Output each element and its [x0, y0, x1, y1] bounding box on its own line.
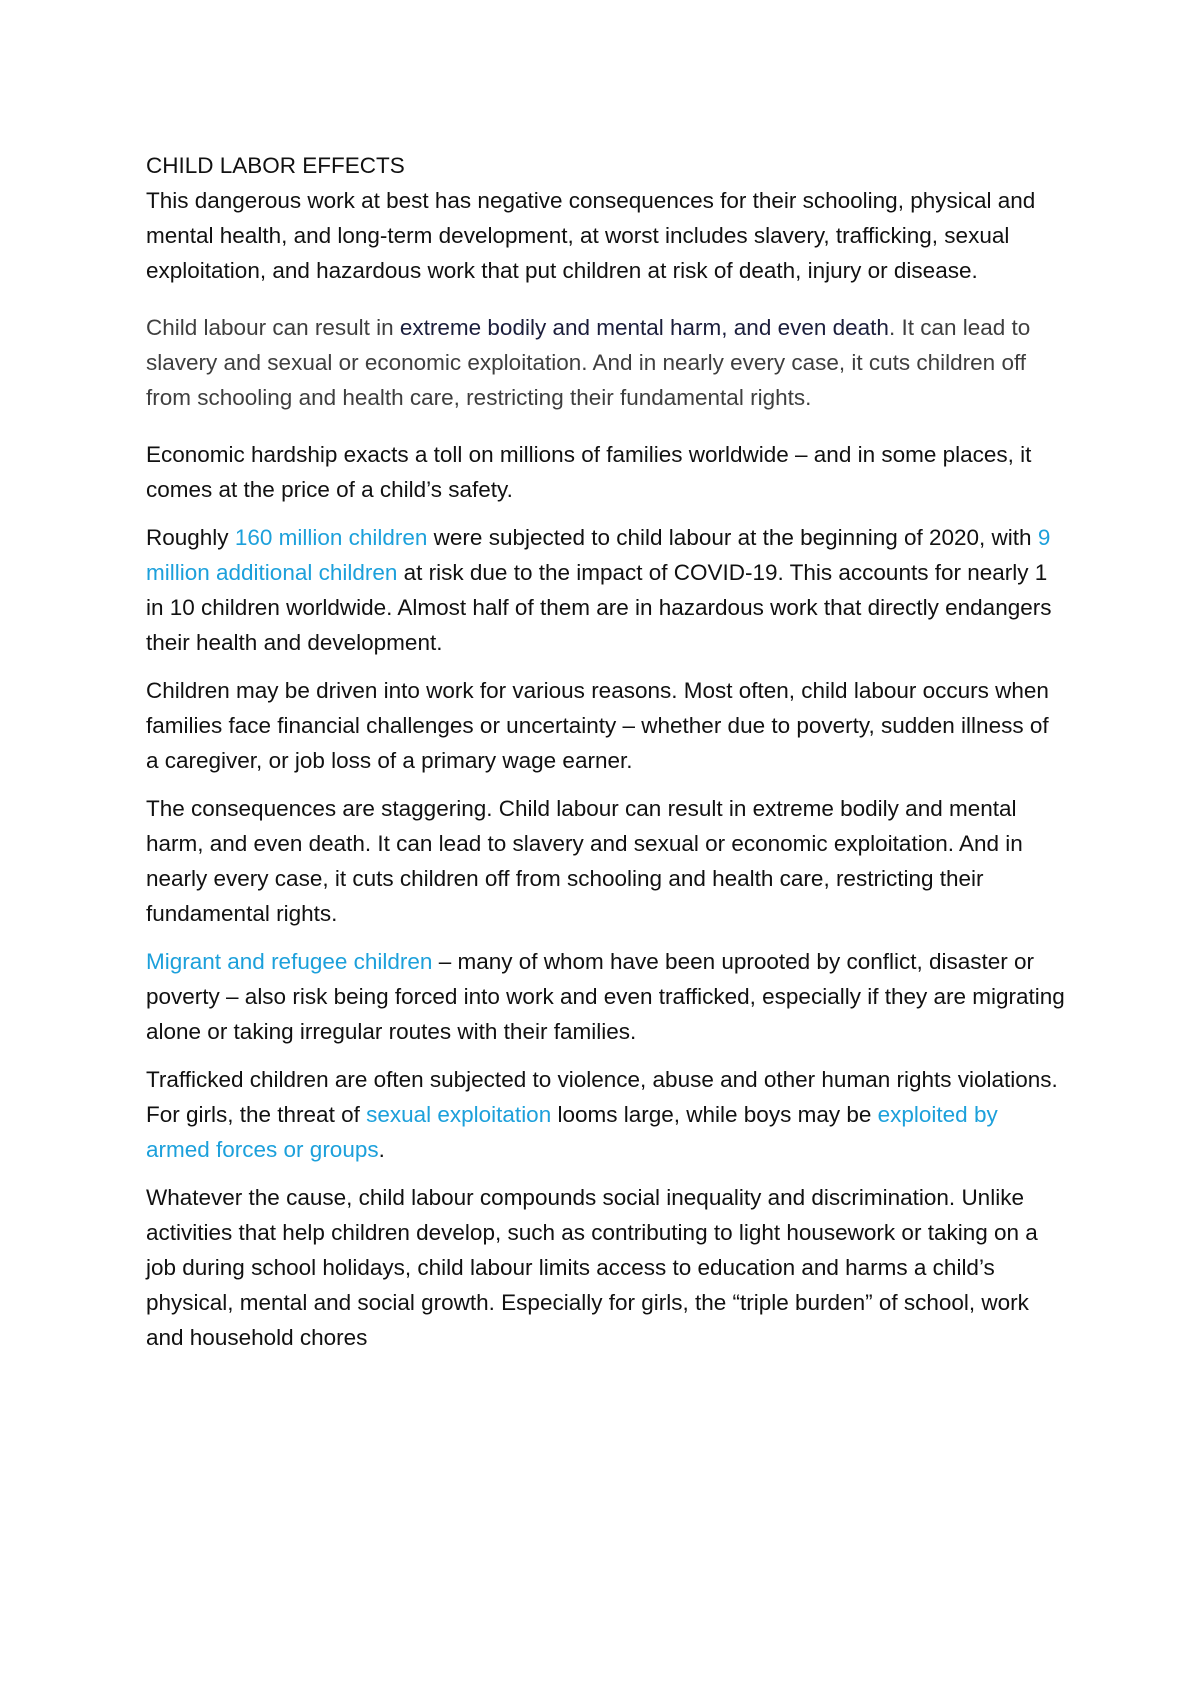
link-9-million-children[interactable]: 9 million additional children: [146, 525, 1051, 585]
link-migrant-refugee-children[interactable]: Migrant and refugee children: [146, 949, 433, 974]
paragraph-migrant-text: – many of whom have been uprooted by conflict, disaster or poverty – also risk being forced into work and even trafficked, especially if they are migrating alone or taking irregular routes with their families.: [146, 949, 1065, 1044]
link-sexual-exploitation[interactable]: sexual exploitation: [366, 1102, 552, 1127]
intro-paragraph: This dangerous work at best has negative consequences for their schooling, physical and mental health, and long-term development, at worst includes slavery, trafficking, sexual exploitation, and hazardous work that put children at risk of death, injury or disease.: [146, 188, 1036, 283]
paragraph-reasons: Children may be driven into work for various reasons. Most often, child labour occurs when families face financial challenges or uncertainty – whether due to poverty, sudden illness of a caregiver, or job loss of a primary wage earner.: [146, 678, 1049, 773]
emphasis-text: extreme bodily and mental harm, and even death: [399, 315, 889, 340]
paragraph-trafficked-text-2: looms large, while boys may be: [551, 1102, 878, 1127]
link-160-million-children[interactable]: 160 million children: [234, 525, 428, 550]
paragraph-migrant: [146, 944, 1066, 1049]
paragraph-harm-text-2: . It can lead to slavery and sexual or economic exploitation. And in nearly every case, it cuts children off from schooling and health care, restricting their fundamental rights.: [146, 315, 1031, 410]
paragraph-consequences: The consequences are staggering. Child labour can result in extreme bodily and mental harm, and even death. It can lead to slavery and sexual or economic exploitation. And in nearly every case, it cuts children off from schooling and health care, restricting their fundamental rights.: [146, 796, 1023, 926]
paragraph-trafficked-text-1: Trafficked children are often subjected to violence, abuse and other human rights violations. For girls, the threat of: [146, 1067, 1058, 1127]
paragraph-harm: [146, 310, 1066, 415]
heading-block: [146, 148, 1066, 288]
link-armed-forces[interactable]: exploited by armed forces or groups: [146, 1102, 998, 1162]
document-heading: CHILD LABOR EFFECTS: [146, 153, 405, 178]
paragraph-economic: Economic hardship exacts a toll on millions of families worldwide – and in some places, it comes at the price of a child’s safety.: [146, 442, 1032, 502]
document-body: [146, 148, 1066, 1355]
paragraph-inequality: Whatever the cause, child labour compounds social inequality and discrimination. Unlike activities that help children develop, such as contributing to light housework or taking on a job during school holidays, child labour limits access to education and harms a child’s physical, mental and social growth. Especially for girls, the “triple burden” of school, work and household chores: [146, 1185, 1038, 1350]
paragraph-trafficked: [146, 1062, 1066, 1167]
paragraph-trafficked-text-3: .: [378, 1137, 385, 1162]
paragraph-statistics-text-1: Roughly: [146, 525, 235, 550]
paragraph-harm-text-1: Child labour can result in: [146, 315, 400, 340]
paragraph-statistics-text-3: at risk due to the impact of COVID-19. This accounts for nearly 1 in 10 children worldwide. Almost half of them are in hazardous work that directly endangers their health and development.: [146, 560, 1052, 655]
paragraph-statistics: [146, 520, 1066, 660]
paragraph-statistics-text-2: were subjected to child labour at the beginning of 2020, with: [427, 525, 1038, 550]
